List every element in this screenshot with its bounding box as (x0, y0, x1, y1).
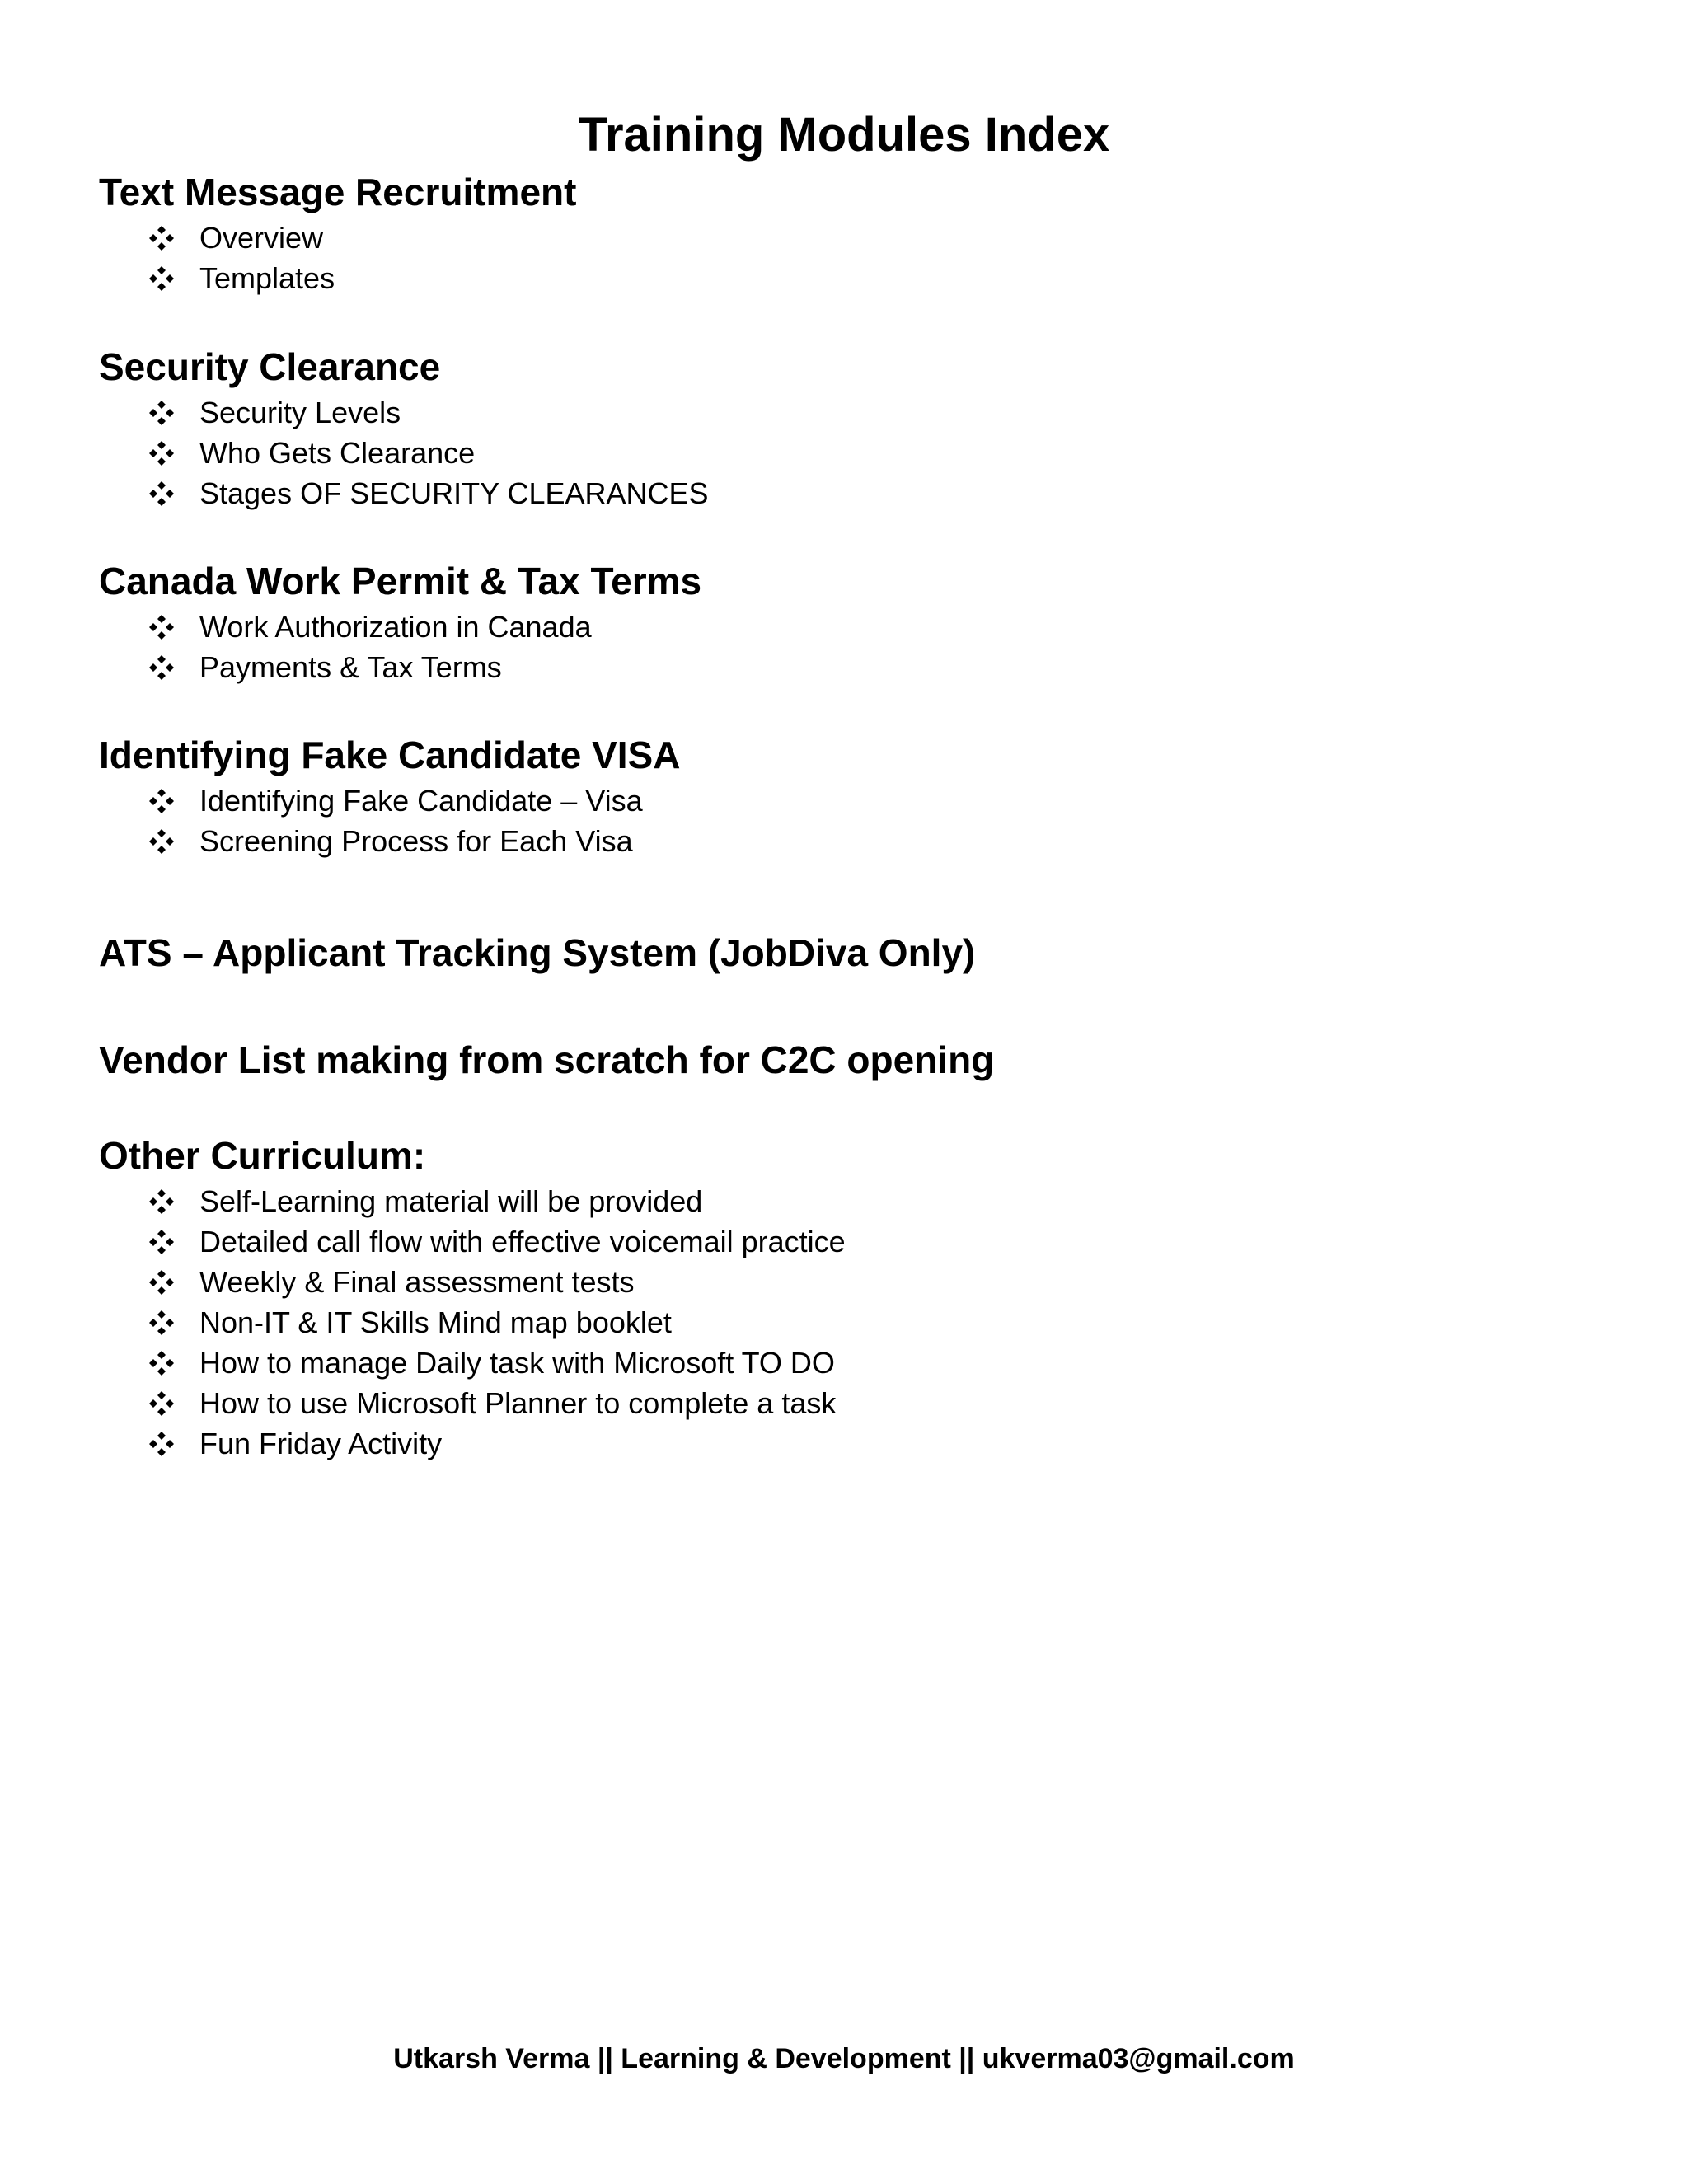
footer: Utkarsh Verma || Learning & Development || ukverma03@gmail.com (393, 2043, 1295, 2074)
list-item (148, 1182, 702, 1221)
list-item (148, 218, 323, 258)
four-diamond-bullet-icon (148, 828, 175, 855)
four-diamond-bullet-icon (148, 1310, 175, 1336)
four-diamond-bullet-icon (148, 440, 175, 466)
four-diamond-bullet-icon (148, 225, 175, 251)
list-item-label: Identifying Fake Candidate – Visa (199, 784, 643, 818)
list-item (148, 1424, 442, 1464)
list-item (148, 259, 335, 298)
four-diamond-bullet-icon (148, 1390, 175, 1417)
section-title-vendor-list: Vendor List making from scratch for C2C opening (99, 1038, 995, 1081)
list-item-label: How to use Microsoft Planner to complete a task (199, 1386, 837, 1420)
section-title-text-message-recruitment: Text Message Recruitment (99, 171, 577, 213)
section-title-ats: ATS – Applicant Tracking System (JobDiva Only) (99, 931, 976, 974)
four-diamond-bullet-icon (148, 654, 175, 681)
list-item (148, 434, 475, 473)
four-diamond-bullet-icon (148, 1229, 175, 1255)
section-title-other-curriculum: Other Curriculum: (99, 1134, 426, 1177)
list-item-label: Non-IT & IT Skills Mind map booklet (199, 1305, 672, 1339)
four-diamond-bullet-icon (148, 1269, 175, 1296)
four-diamond-bullet-icon (148, 265, 175, 292)
list-item-label: Screening Process for Each Visa (199, 824, 633, 858)
four-diamond-bullet-icon (148, 1431, 175, 1457)
page-title: Training Modules Index (578, 108, 1110, 162)
list-item (148, 1263, 635, 1302)
list-item (148, 648, 502, 687)
list-item-label: Who Gets Clearance (199, 436, 476, 470)
four-diamond-bullet-icon (148, 400, 175, 426)
list-item (148, 607, 592, 647)
list-item-label: Security Levels (199, 396, 401, 429)
list-item (148, 1343, 835, 1383)
list-item-label: Work Authorization in Canada (199, 610, 592, 644)
list-item (148, 474, 709, 513)
list-item (148, 1384, 836, 1423)
list-item-label: Self-Learning material will be provided (199, 1184, 703, 1218)
list-item (148, 1303, 672, 1343)
section-title-security-clearance: Security Clearance (99, 345, 441, 388)
list-item (148, 822, 633, 861)
list-item-label: Stages OF SECURITY CLEARANCES (199, 476, 709, 510)
four-diamond-bullet-icon (148, 614, 175, 640)
list-item (148, 1222, 846, 1262)
four-diamond-bullet-icon (148, 788, 175, 814)
four-diamond-bullet-icon (148, 1350, 175, 1376)
section-title-identifying-fake-candidate: Identifying Fake Candidate VISA (99, 733, 681, 776)
list-item (148, 781, 643, 821)
list-item-label: Payments & Tax Terms (199, 650, 502, 684)
list-item-label: Overview (199, 221, 324, 255)
four-diamond-bullet-icon (148, 480, 175, 507)
list-item-label: How to manage Daily task with Microsoft TO DO (199, 1346, 835, 1380)
list-item-label: Fun Friday Activity (199, 1427, 443, 1460)
list-item-label: Detailed call flow with effective voicemail practice (199, 1225, 846, 1258)
four-diamond-bullet-icon (148, 1188, 175, 1215)
section-title-canada-work-permit: Canada Work Permit & Tax Terms (99, 560, 702, 602)
list-item-label: Templates (199, 261, 335, 295)
list-item (148, 393, 401, 433)
list-item-label: Weekly & Final assessment tests (199, 1265, 635, 1299)
